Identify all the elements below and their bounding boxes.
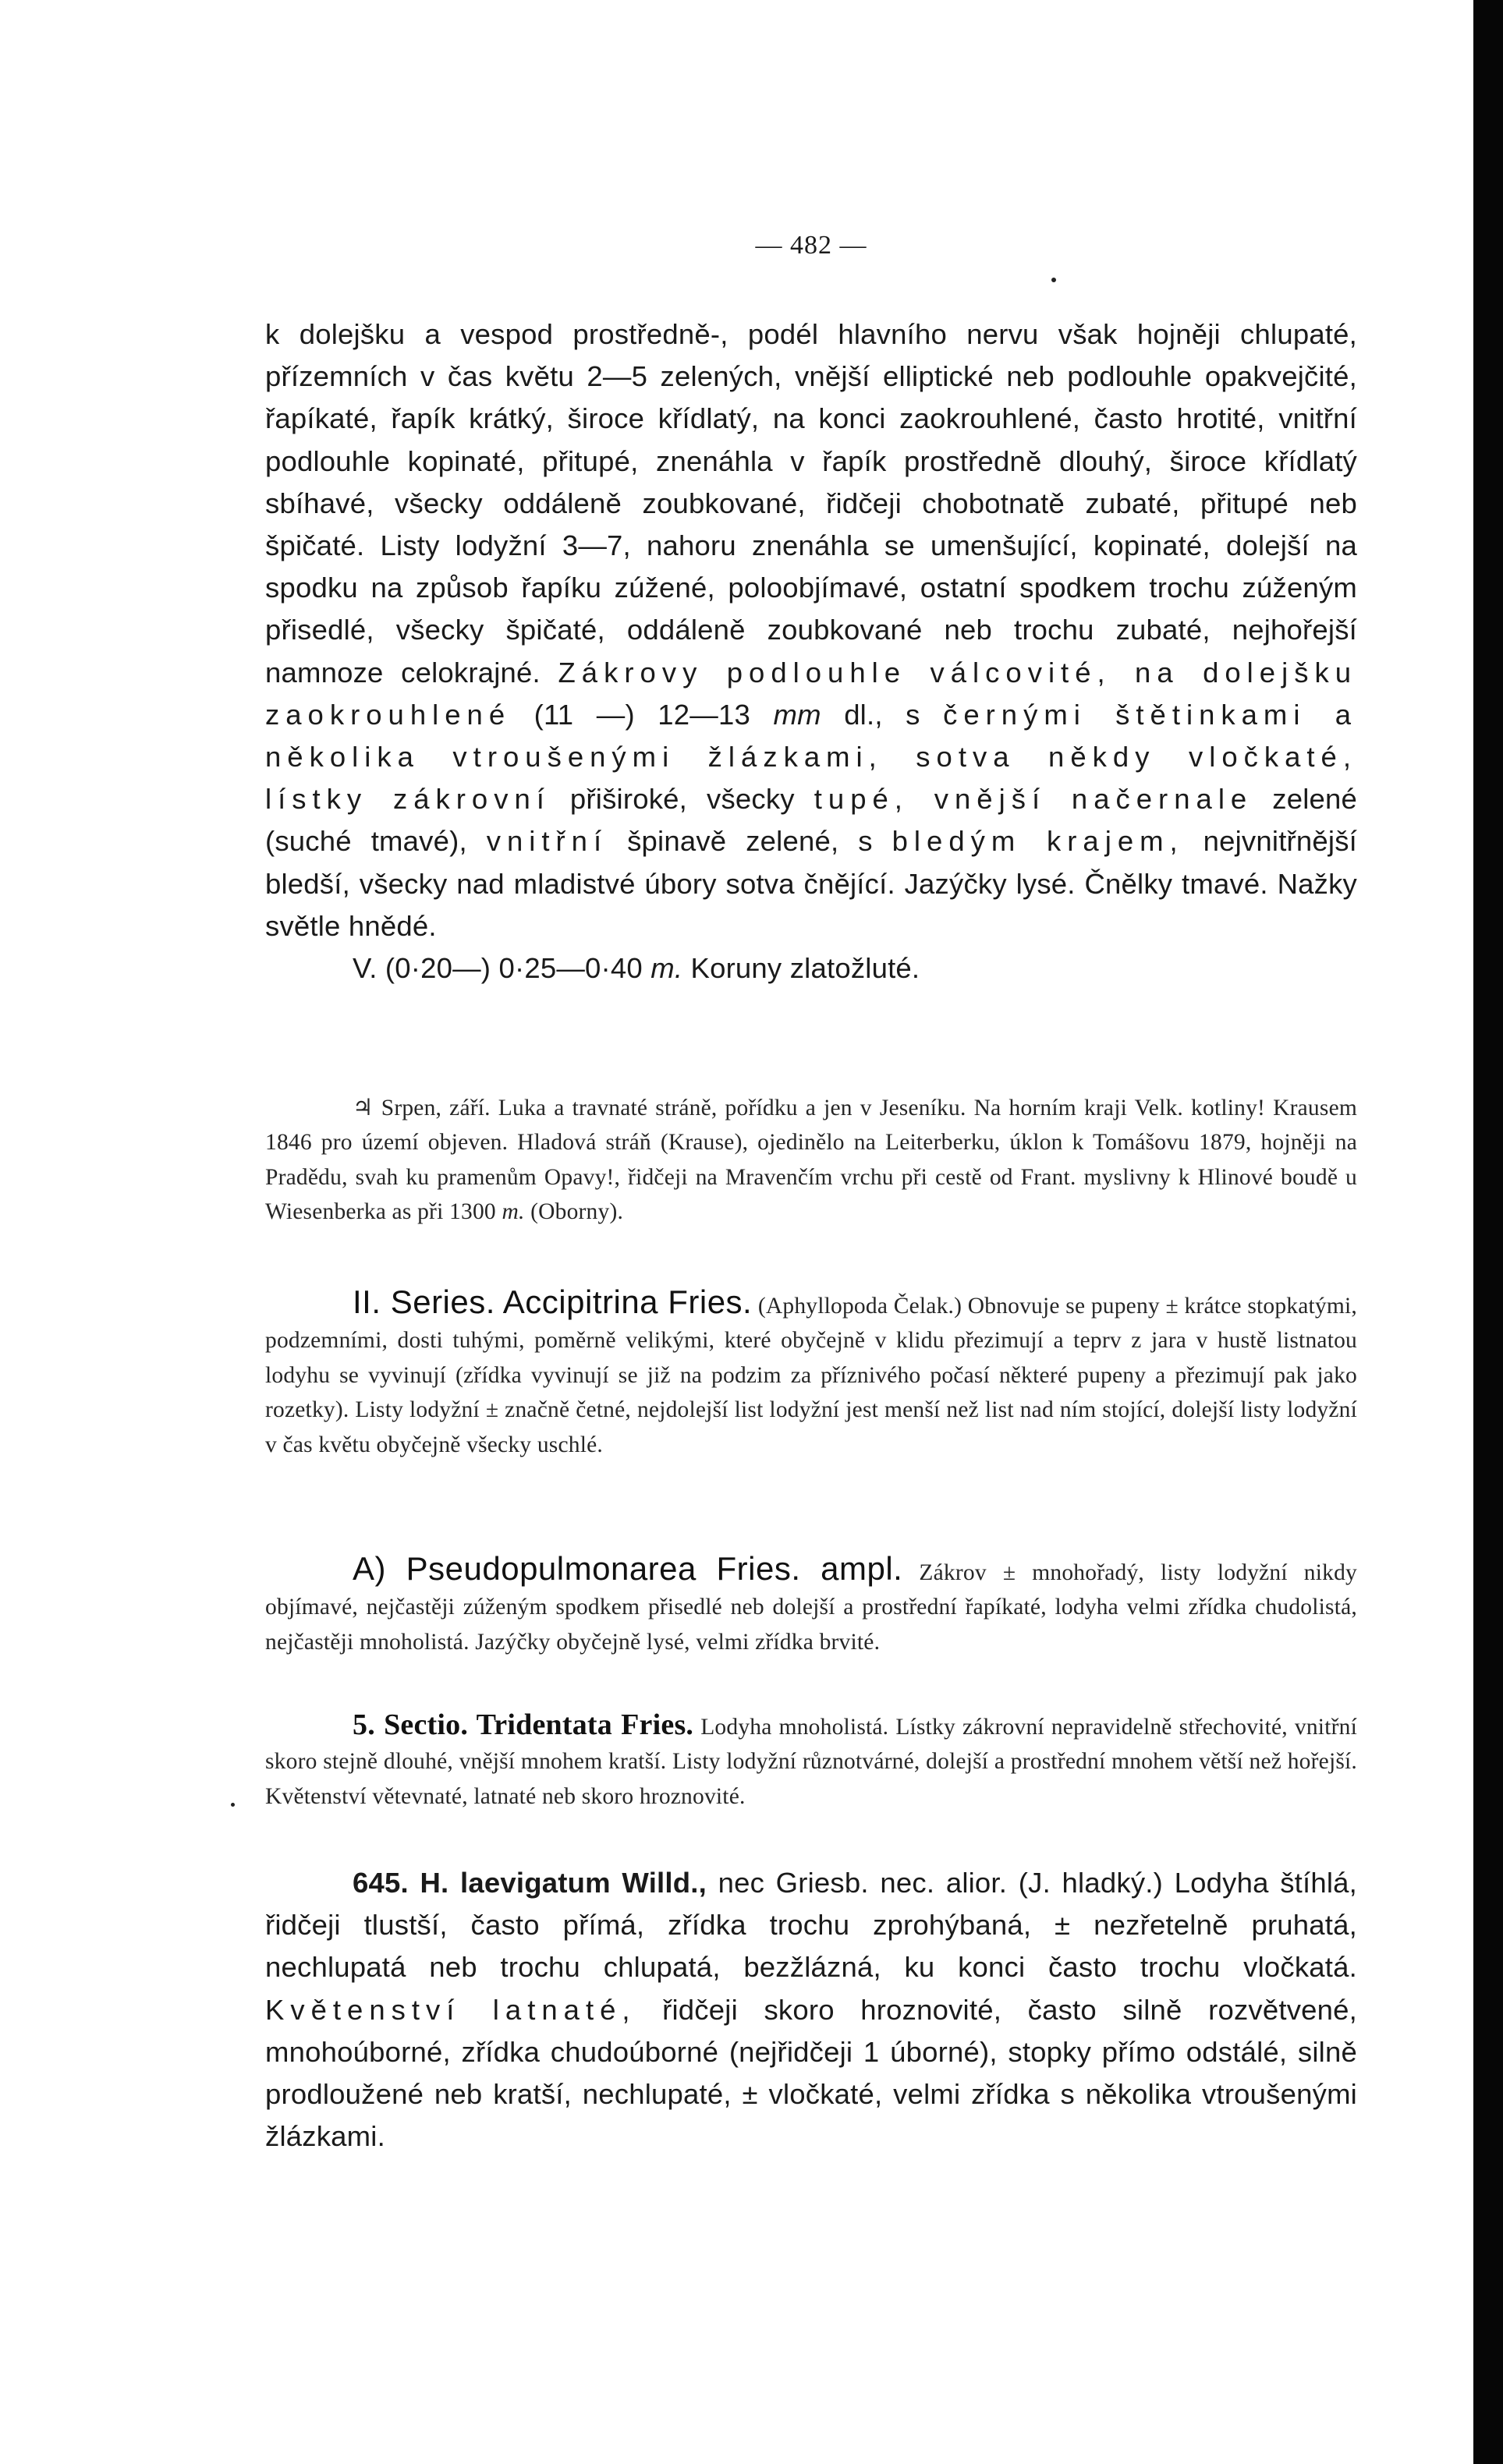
- sectio-section: 5. Sectio. Tridentata Fries. Lodyha mnoholistá. Lístky zákrovní nepravidelně střechovité, vnitřní skoro stejně dlouhé, vnější mnohem kratší. Listy lodyžní různotvárné, dolejší a prostřední mnohem větší než hořejší. Květenství větevnaté, latnaté neb skoro hroznovité.: [265, 1708, 1357, 1809]
- scan-speck: [1051, 278, 1056, 282]
- scan-speck: [231, 1803, 235, 1807]
- series-section: II. Series. Accipitrina Fries. (Aphyllopoda Čelak.) Obnovuje se pupeny ± krátce stopkatými, podzemními, dosti tuhými, poměrně velikými, které obyčejně v klidu přezimují a teprv z jara v hustě listnatou lodyhu se vyvinují (zřídka vyvinují se již na podzim za příznivého počasí některé pupeny a přezimují pak jako rozetky). Listy lodyžní ± značně četné, nejdolejší list lodyžní jest menší než list nad ním stojící, dolejší listy lodyžní v čas květu obyčejně všecky uschlé.: [265, 1283, 1358, 1457]
- perennial-symbol: ♃: [353, 1096, 374, 1120]
- species-number: 645.: [353, 1867, 409, 1899]
- species-645-section: [265, 1862, 1357, 2158]
- page-number: — 482 —: [755, 231, 867, 260]
- series-heading: II. Series. Accipitrina Fries.: [353, 1283, 753, 1320]
- description-paragraph: k dolejšku a vespod prostředně-, podél hlavního nervu však hojněji chlupaté, přízemních v čas květu 2—5 zelených, vnější elliptické neb podlouhle opakvejčité, řapíkaté, řapík krátký, široce křídlatý, na konci zaokrouhlené, často hrotité, vnitřní podlouhle kopinaté, přitupé, znenáhla v řapík prostředně dlouhý, široce křídlatý sbíhavé, všecky oddáleně zoubkované, řidčeji chobotnatě zubaté, přitupé neb špičaté. Listy lodyžní 3—7, nahoru znenáhla se umenšující, kopinaté, dolejší na spodku na způsob řapíku zúžené, poloobjímavé, ostatní spodkem trochu zúženým přisedlé, všecky špičaté, oddáleně zoubkované neb trochu zubaté, nejhořejší namnoze celokrajné. Zákrovy podlouhle válcovité, na dolejšku zaokrouhlené (11 —) 12—13 mm dl., s černými štětinkami a několika vtroušenými žlázkami, sotva někdy vločkaté, lístky zákrovní přiširoké, všecky tupé, vnější načernale zelené (suché tmavé), vnitřní špinavě zelené, s bledým krajem, nejvnitřnější bledší, všecky nad mladistvé úbory sotva čnějící. Jazýčky lysé. Čnělky tmavé. Nažky světle hnědé.: [265, 318, 1358, 942]
- subseries-heading: A) Pseudopulmonarea Fries. ampl.: [353, 1550, 903, 1587]
- species-description-continued: [265, 313, 1357, 989]
- scan-page-edge: [1473, 0, 1503, 2464]
- sectio-heading: 5. Sectio. Tridentata Fries.: [353, 1708, 694, 1741]
- subseries-section: A) Pseudopulmonarea Fries. ampl. Zákrov ± mnohořadý, listy lodyžní nikdy objímavé, nejčastěji zúženým spodkem přisedlé neb dolejší a prostřední řapíkaté, lodyha velmi zřídka chudolistá, nejčastěji mnoholistá. Jazýčky obyčejně lysé, velmi zřídka brvité.: [265, 1550, 1357, 1655]
- species-645-paragraph: 645. H. laevigatum Willd., nec Griesb. nec. alior. (J. hladký.) Lodyha štíhlá, řidčeji tlustší, často přímá, zřídka trochu zprohýbaná, ± nezřetelně pruhatá, nechlupatá neb trochu chlupatá, bezžlázná, ku konci často trochu vločkatá. Květenství latnaté, řidčeji skoro hroznovité, často silně rozvětvené, mnohoúborné, zřídka chudoúborné (nejřidčeji 1 úborné), stopky přímo odstálé, silně prodloužené neb kratší, nechlupaté, ± vločkaté, velmi zřídka s několika vtroušenými žlázkami.: [265, 1867, 1358, 2153]
- locality-paragraph: ♃ Srpen, září. Luka a travnaté stráně, pořídku a jen v Jeseníku. Na horním kraji Velk. kotliny! Krausem 1846 pro území objeven. Hladová stráň (Krause), ojedinělo na Leiterberku, úklon k Tomášovu 1879, hojněji na Pradědu, svah ku pramenům Opavy!, řidčeji na Mravenčím vrchu při cestě od Frant. myslivny k Hlinové boudě u Wiesenberka as při 1300 m. (Oborny).: [265, 1096, 1358, 1225]
- size-flower-line: V. (0·20—) 0·25—0·40 m. Koruny zlatožluté.: [353, 952, 920, 985]
- species-name: H. laevigatum Willd.,: [420, 1867, 707, 1899]
